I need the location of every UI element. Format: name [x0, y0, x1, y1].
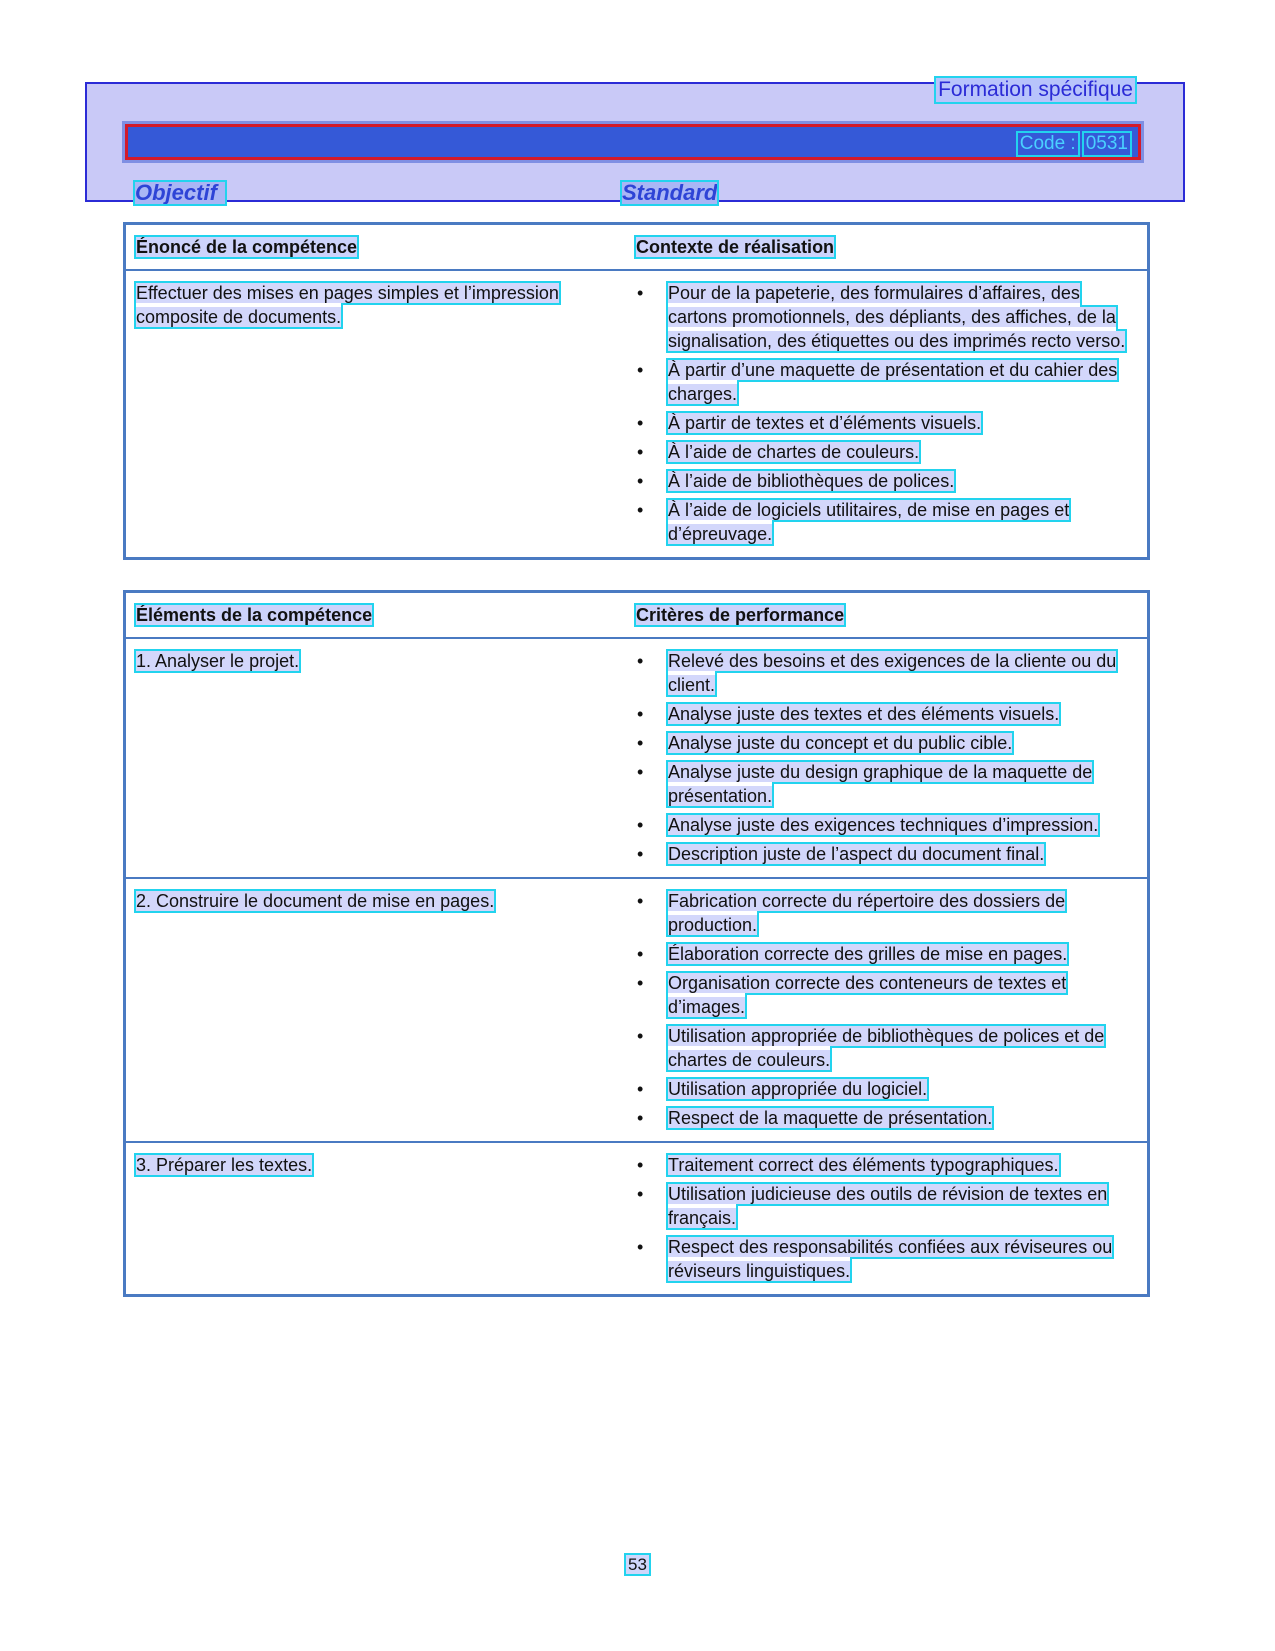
criteria-item [636, 1153, 1137, 1177]
element-rows [126, 639, 1147, 1294]
criteria-item [636, 1077, 1137, 1101]
criteria-list [636, 889, 1137, 1130]
criteria-item-text: Description juste de l’aspect du document final. [668, 844, 1045, 864]
criteria-header: Critères de performance [636, 604, 845, 625]
criteria-item-text: Utilisation appropriée du logiciel. [668, 1079, 928, 1099]
context-item-text: À l’aide de logiciels utilitaires, de mise en pages et d’épreuvage. [668, 500, 1070, 544]
competence-statement: Effectuer des mises en pages simples et l’impression composite de documents. [136, 283, 559, 327]
context-list [636, 281, 1137, 546]
competence-table-header [126, 225, 1147, 271]
element-row [126, 877, 1147, 1141]
criteria-item-text: Respect des responsabilités confiées aux réviseures ou réviseurs linguistiques. [668, 1237, 1113, 1281]
criteria-item [636, 942, 1137, 966]
criteria-item [636, 731, 1137, 755]
context-item [636, 498, 1137, 546]
context-item [636, 358, 1137, 406]
criteria-item-text: Traitement correct des éléments typographiques. [668, 1155, 1059, 1175]
element-label: 1. Analyser le projet. [136, 651, 300, 671]
criteria-item-text: Utilisation judicieuse des outils de révision de textes en français. [668, 1184, 1108, 1228]
criteria-item [636, 842, 1137, 866]
page-number: 53 [628, 1555, 647, 1574]
context-item [636, 469, 1137, 493]
criteria-item-text: Analyse juste des exigences techniques d’impression. [668, 815, 1099, 835]
elements-table [123, 590, 1150, 1297]
criteria-item-text: Élaboration correcte des grilles de mise en pages. [668, 944, 1068, 964]
element-label: 3. Préparer les textes. [136, 1155, 313, 1175]
criteria-item [636, 1235, 1137, 1283]
criteria-item [636, 1182, 1137, 1230]
elements-header: Éléments de la compétence [136, 604, 373, 625]
competence-row [126, 271, 1147, 557]
code-value: 0531 [1085, 133, 1128, 154]
element-row [126, 639, 1147, 877]
context-header: Contexte de réalisation [636, 236, 835, 257]
competence-table [123, 222, 1150, 560]
criteria-item-text: Relevé des besoins et des exigences de la cliente ou du client. [668, 651, 1117, 695]
page-number-footer [0, 1555, 1275, 1575]
element-row [126, 1141, 1147, 1294]
criteria-list [636, 649, 1137, 866]
criteria-item [636, 1106, 1137, 1130]
criteria-list [636, 1153, 1137, 1283]
context-item [636, 411, 1137, 435]
code-bar [125, 124, 1141, 160]
criteria-item-text: Utilisation appropriée de bibliothèques de polices et de chartes de couleurs. [668, 1026, 1105, 1070]
criteria-item [636, 702, 1137, 726]
code-text [1018, 133, 1130, 155]
standard-label: Standard [622, 180, 718, 205]
criteria-item-text: Analyse juste du design graphique de la maquette de présentation. [668, 762, 1093, 806]
context-item-text: À l’aide de bibliothèques de polices. [668, 471, 955, 491]
code-label: Code : [1019, 133, 1076, 154]
criteria-item-text: Respect de la maquette de présentation. [668, 1108, 993, 1128]
context-item-text: À l’aide de chartes de couleurs. [668, 442, 920, 462]
objectif-standard-row [135, 182, 755, 204]
objectif-label: Objectif [135, 182, 225, 204]
criteria-item-text: Analyse juste des textes et des éléments visuels. [668, 704, 1060, 724]
criteria-item [636, 813, 1137, 837]
criteria-item-text: Fabrication correcte du répertoire des dossiers de production. [668, 891, 1066, 935]
criteria-item [636, 649, 1137, 697]
context-item [636, 281, 1137, 353]
context-item-text: À partir de textes et d’éléments visuels. [668, 413, 982, 433]
criteria-item [636, 760, 1137, 808]
criteria-item [636, 1024, 1137, 1072]
context-item [636, 440, 1137, 464]
elements-table-header [126, 593, 1147, 639]
formation-label: Formation spécifique [938, 78, 1133, 101]
criteria-item-text: Analyse juste du concept et du public cible. [668, 733, 1013, 753]
criteria-item [636, 889, 1137, 937]
criteria-item [636, 971, 1137, 1019]
statement-header: Énoncé de la compétence [136, 236, 358, 257]
criteria-item-text: Organisation correcte des conteneurs de textes et d’images. [668, 973, 1067, 1017]
context-item-text: Pour de la papeterie, des formulaires d’affaires, des cartons promotionnels, des dépliants, des affiches, de la signalisation, des étiquettes ou des imprimés recto verso. [668, 283, 1126, 351]
element-label: 2. Construire le document de mise en pages. [136, 891, 495, 911]
context-item-text: À partir d’une maquette de présentation et du cahier des charges. [668, 360, 1118, 404]
